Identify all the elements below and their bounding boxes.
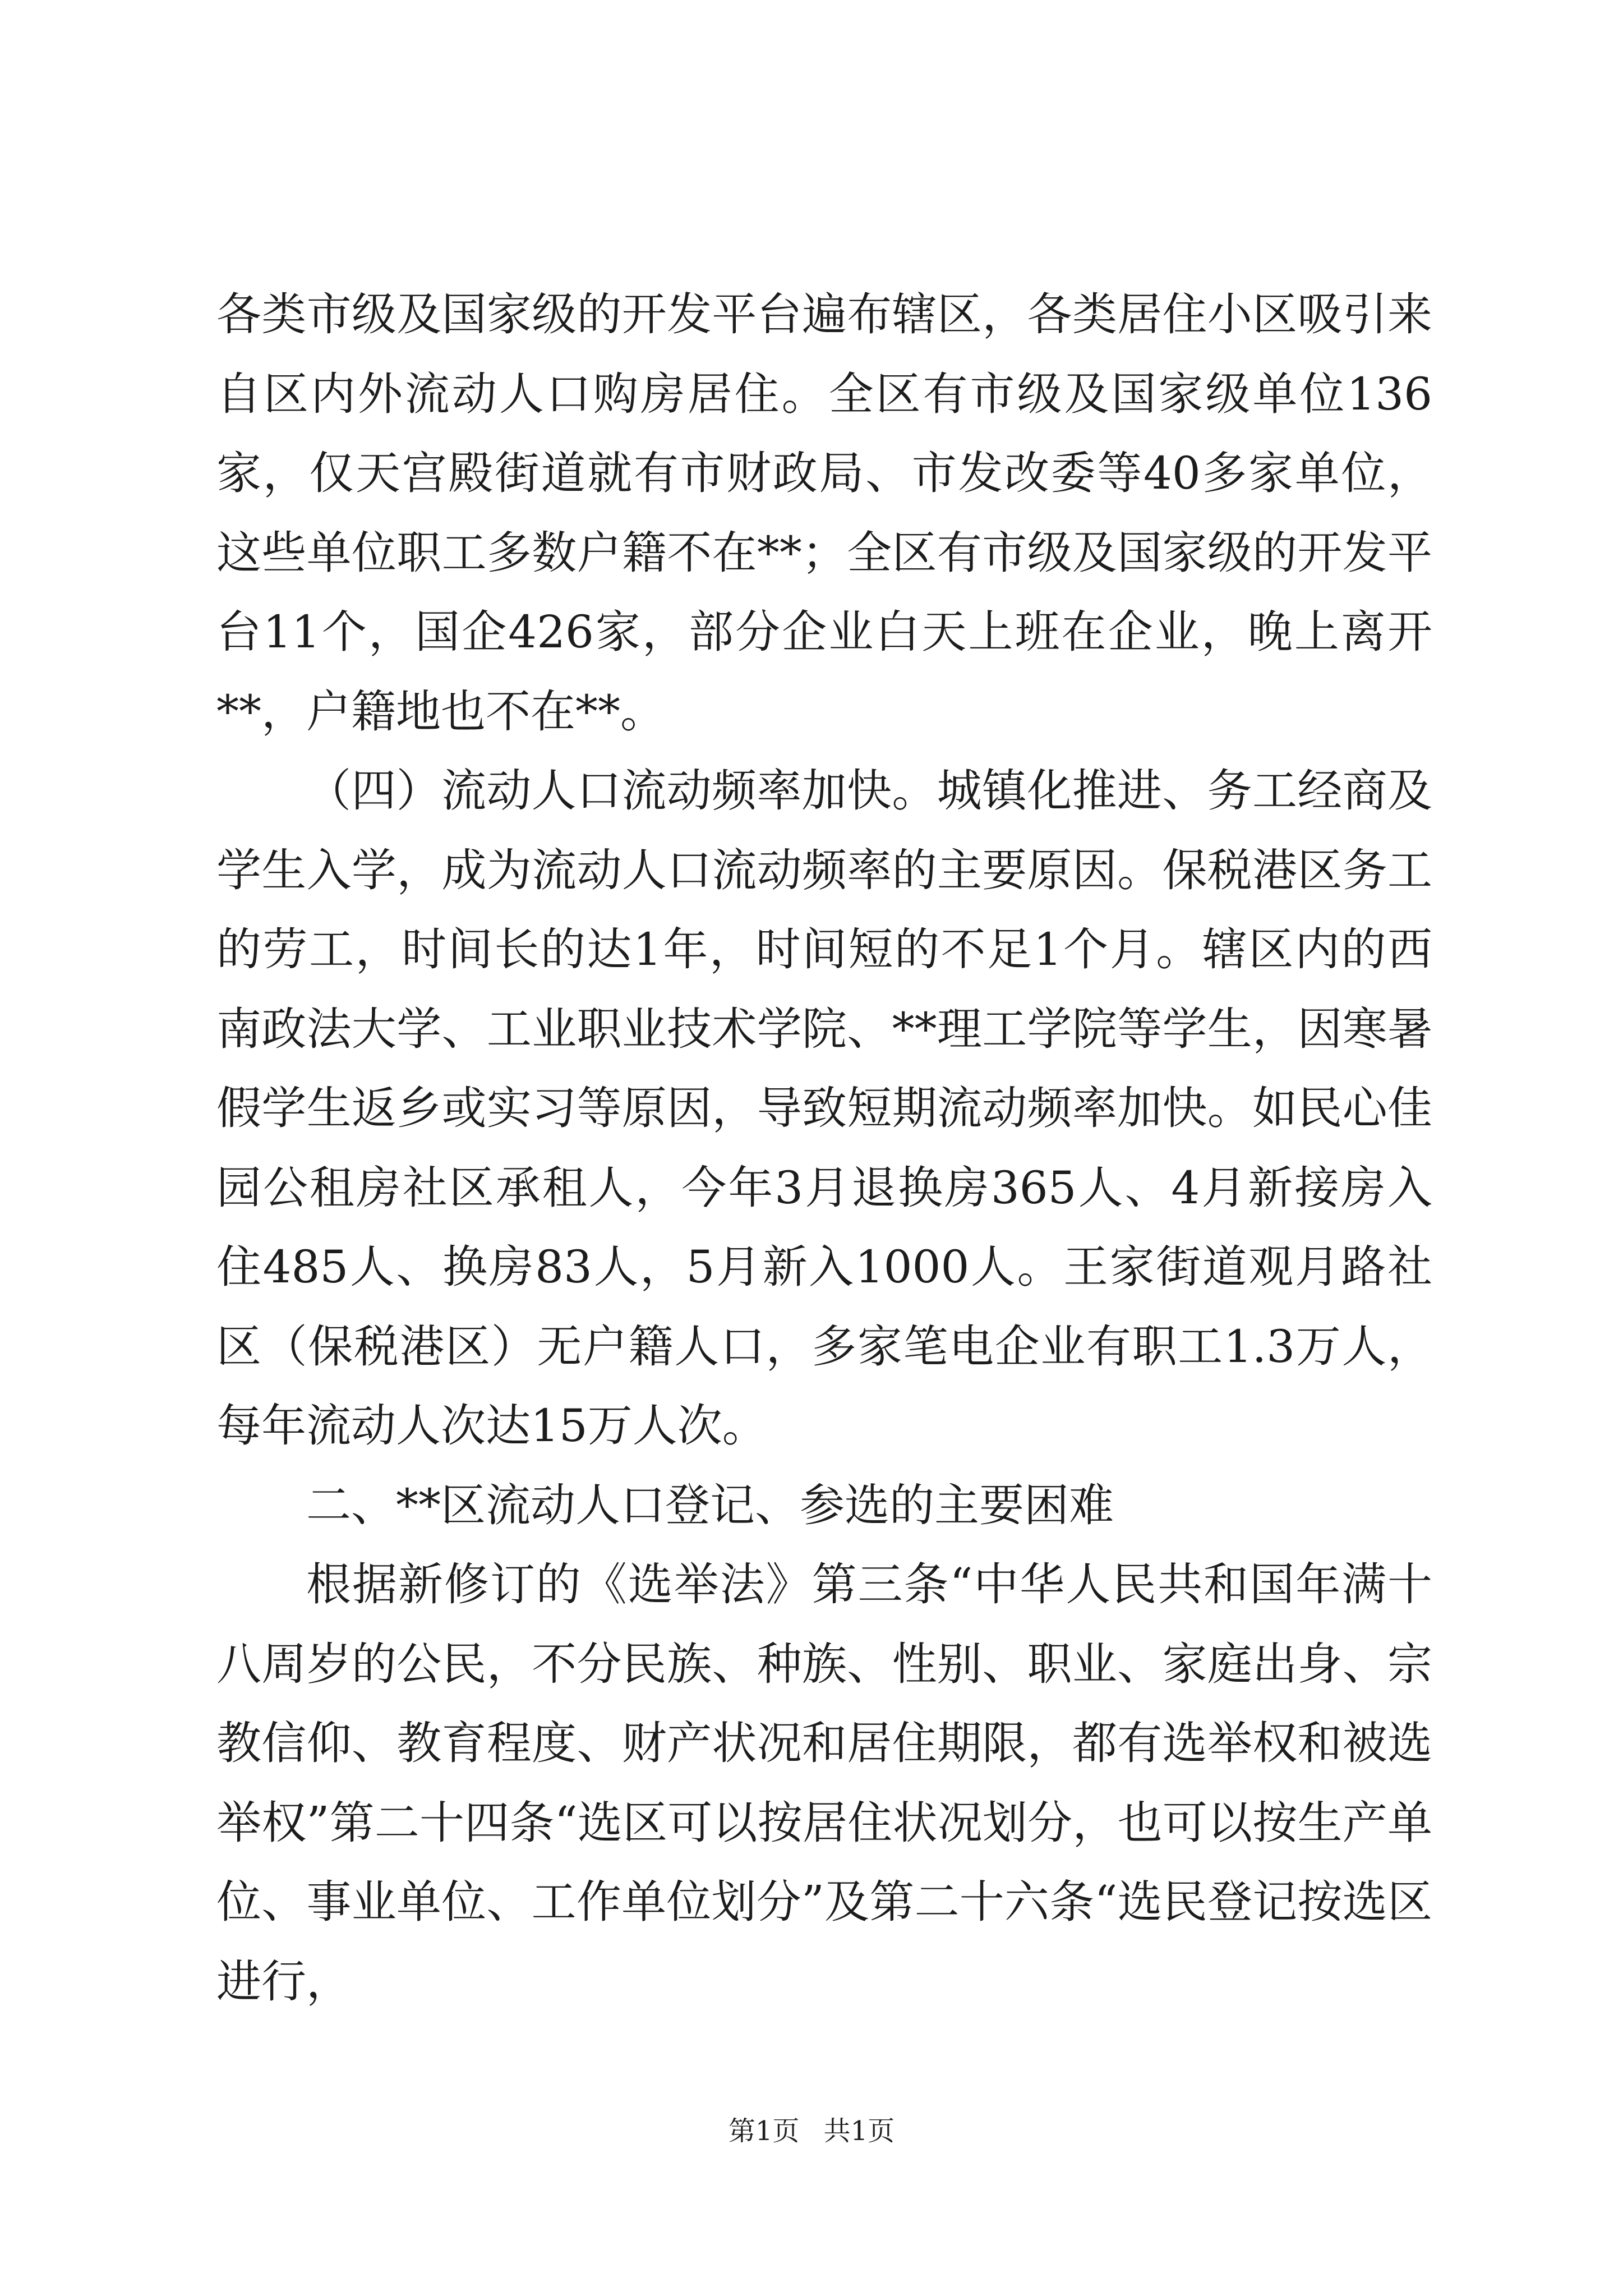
paragraph-1: 各类市级及国家级的开发平台遍布辖区，各类居住小区吸引来自区内外流动人口购房居住。全区有市级及国家级单位136家，仅天宫殿街道就有市财政局、市发改委等40多家单位，这些单位职工多数户籍不在**；全区有市级及国家级的开发平台11个，国企426家，部分企业白天上班在企业，晚上离开**，户籍地也不在**。	[216, 288, 1432, 738]
page-footer	[0, 2109, 1623, 2148]
document-body	[216, 275, 1432, 2021]
page-total: 共1页	[823, 2115, 895, 2147]
page-number: 第1页	[728, 2115, 800, 2147]
section-heading: 二、**区流动人口登记、参选的主要困难	[306, 1479, 1114, 1531]
paragraph-2: （四）流动人口流动频率加快。城镇化推进、务工经商及学生入学，成为流动人口流动频率的主要原因。保税港区务工的劳工，时间长的达1年，时间短的不足1个月。辖区内的西南政法大学、工业职业技术学院、**理工学院等学生，因寒暑假学生返乡或实习等原因，导致短期流动频率加快。如民心佳园公租房社区承租人，今年3月退换房365人、4月新接房入住485人、换房83人，5月新入1000人。王家街道观月路社区（保税港区）无户籍人口，多家笔电企业有职工1.3万人，每年流动人次达15万人次。	[216, 765, 1432, 1452]
paragraph-3: 根据新修订的《选举法》第三条“中华人民共和国年满十八周岁的公民，不分民族、种族、性别、职业、家庭出身、宗教信仰、教育程度、财产状况和居住期限，都有选举权和被选举权”第二十四条“选区可以按居住状况划分，也可以按生产单位、事业单位、工作单位划分”及第二十六条“选民登记按选区进行，	[216, 1558, 1432, 2008]
